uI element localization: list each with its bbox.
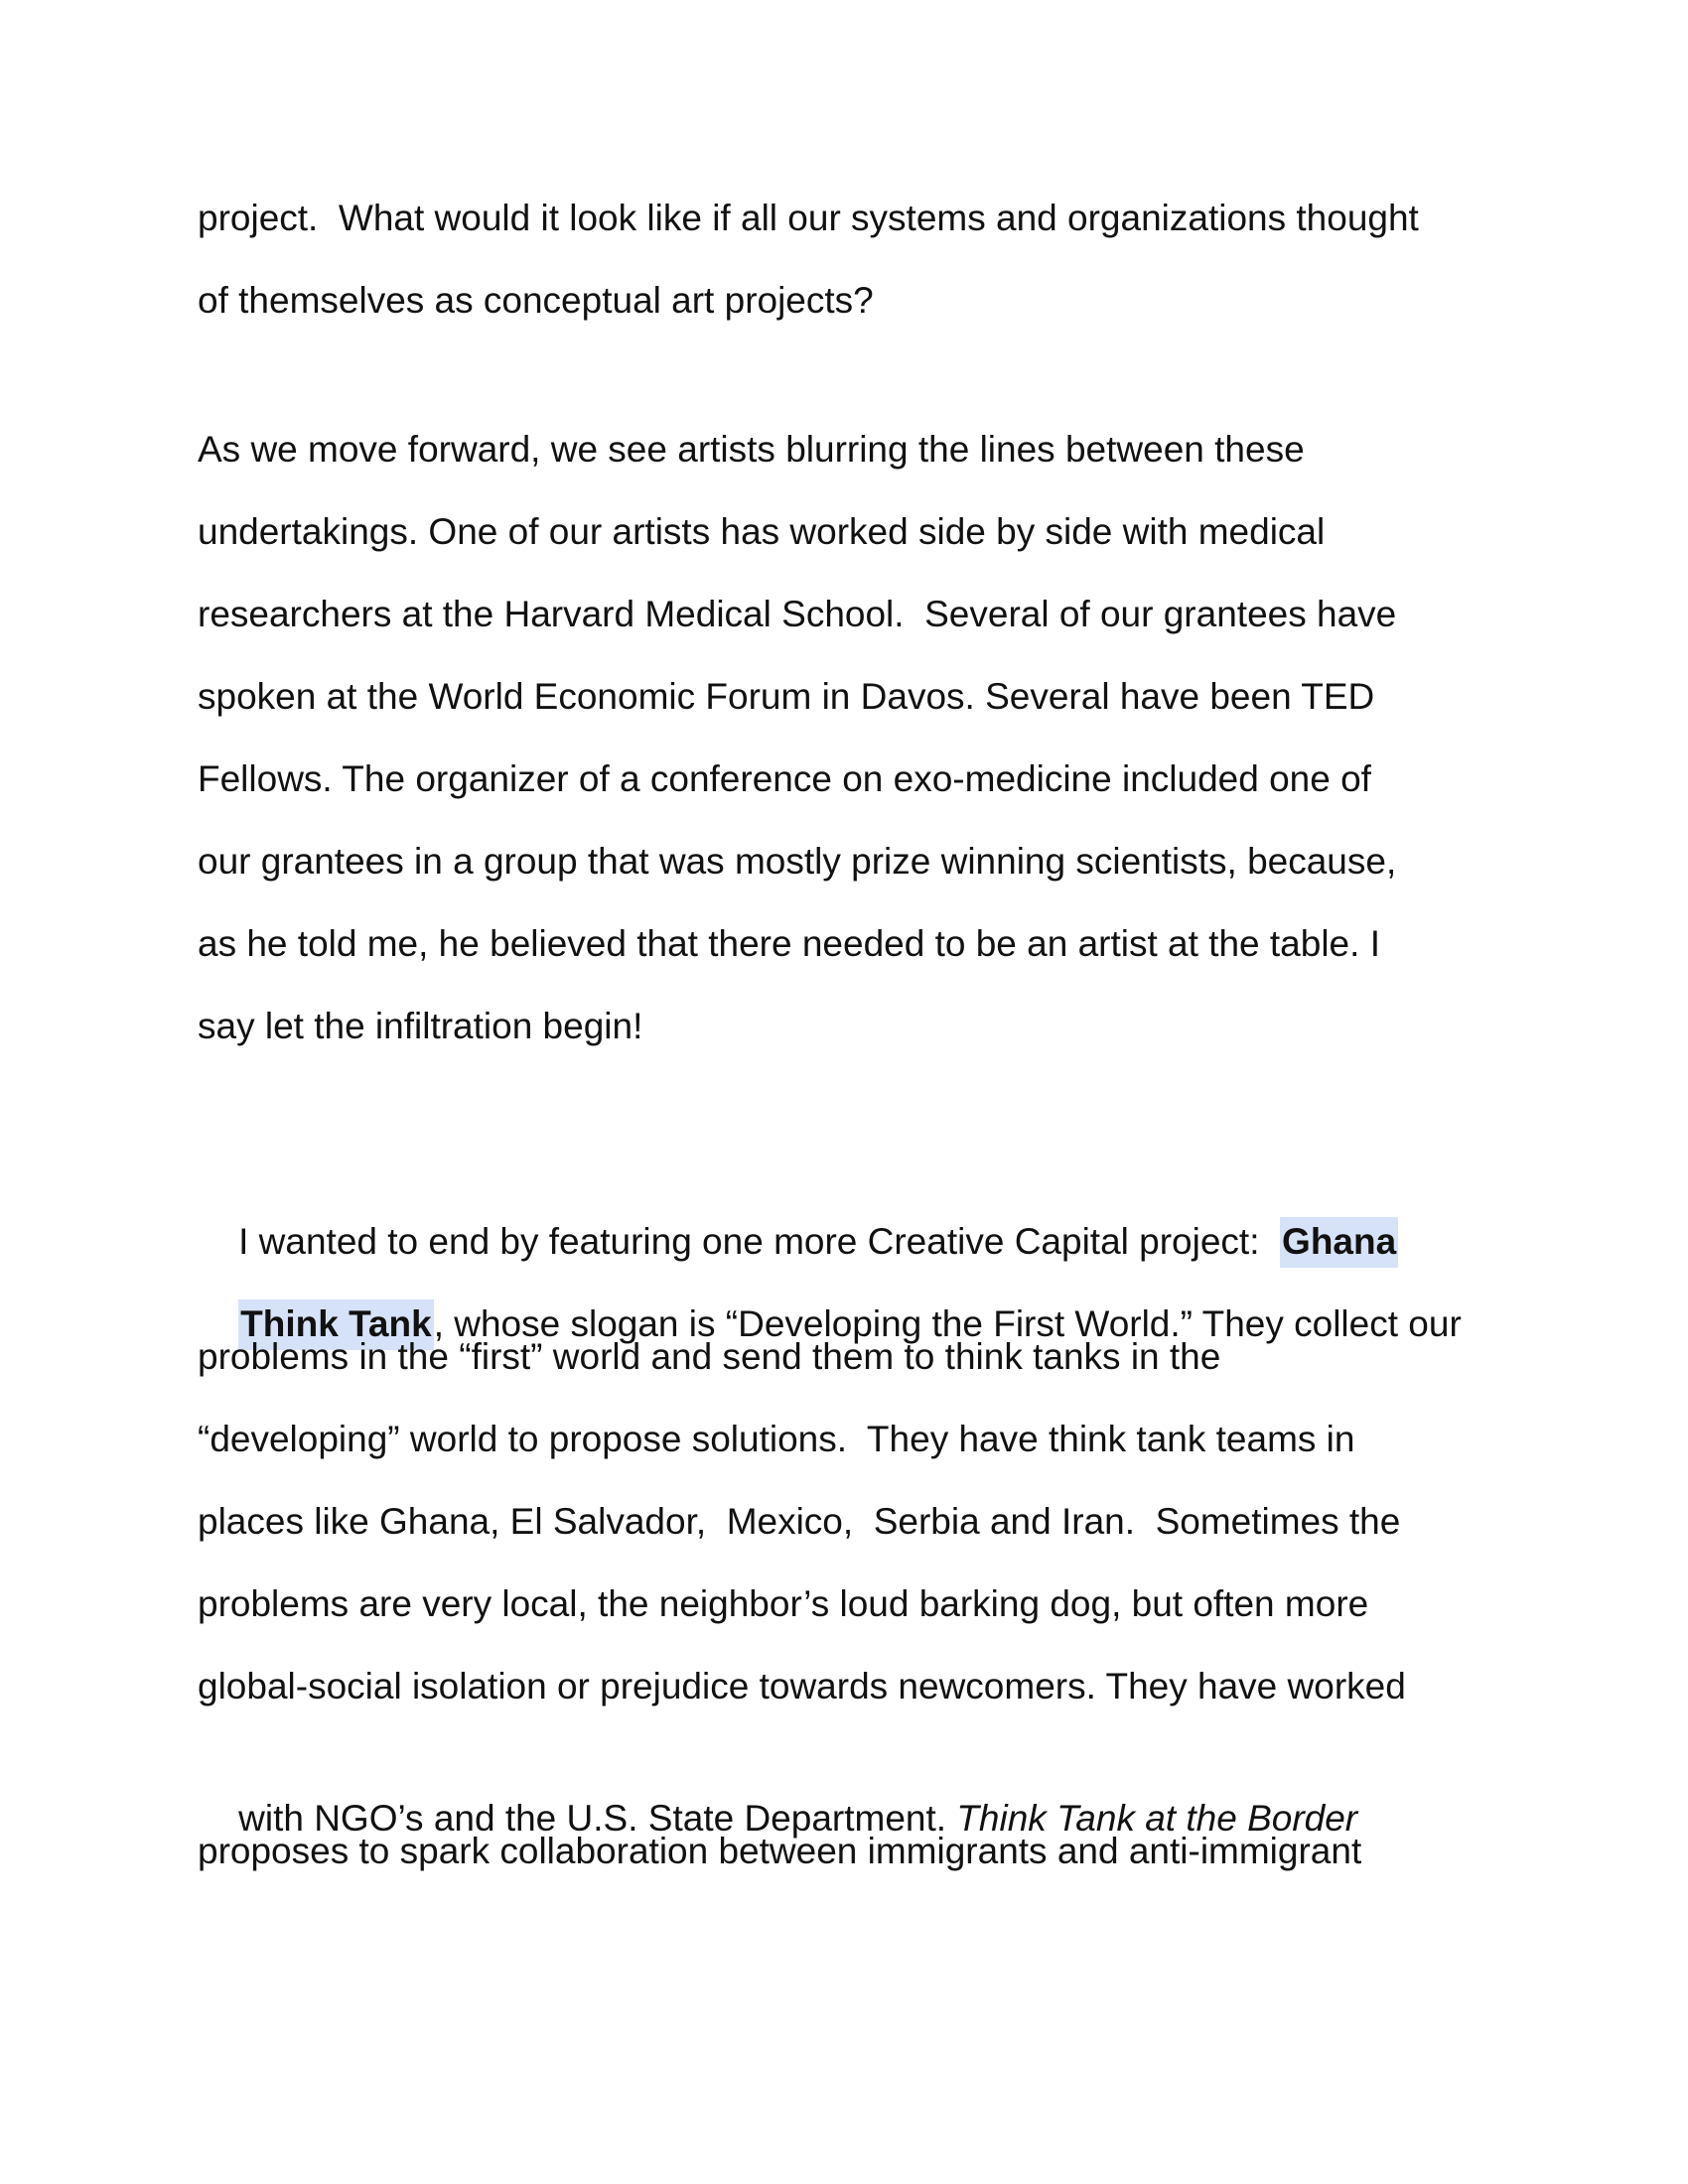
- highlighted-link[interactable]: Think Tank: [238, 1299, 434, 1350]
- text-line: spoken at the World Economic Forum in Davos. Several have been TED: [198, 676, 1375, 717]
- text-line: problems are very local, the neighbor’s loud barking dog, but often more: [198, 1583, 1369, 1624]
- text-line: our grantees in a group that was mostly prize winning scientists, because,: [198, 841, 1397, 882]
- italic-title: Think Tank at the Border: [956, 1798, 1358, 1839]
- text-line: researchers at the Harvard Medical School. Several of our grantees have: [198, 594, 1397, 634]
- text-line: As we move forward, we see artists blurring the lines between these: [198, 429, 1305, 470]
- text-segment: , whose slogan is “Developing the First World.” They collect our: [433, 1303, 1462, 1344]
- text-line: proposes to spark collaboration between immigrants and anti-immigrant: [198, 1831, 1362, 1871]
- text-line: project. What would it look like if all our systems and organizations thought: [198, 198, 1419, 238]
- text-line: problems in the “first” world and send them to think tanks in the: [198, 1336, 1221, 1377]
- text-line: as he told me, he believed that there needed to be an artist at the table. I: [198, 923, 1380, 964]
- text-line: of themselves as conceptual art projects?: [198, 280, 874, 321]
- text-line: undertakings. One of our artists has worked side by side with medical: [198, 511, 1326, 552]
- text-line: Fellows. The organizer of a conference on exo-medicine included one of: [198, 758, 1371, 799]
- text-segment: with NGO’s and the U.S. State Department.: [238, 1798, 957, 1839]
- text-line: places like Ghana, El Salvador, Mexico, Serbia and Iran. Sometimes the: [198, 1501, 1401, 1542]
- highlighted-link[interactable]: Ghana: [1280, 1217, 1398, 1268]
- text-line: say let the infiltration begin!: [198, 1006, 643, 1046]
- text-line: global-social isolation or prejudice towards newcomers. They have worked: [198, 1666, 1406, 1706]
- text-line: “developing” world to propose solutions. They have think tank teams in: [198, 1419, 1355, 1459]
- text-segment: I wanted to end by featuring one more Creative Capital project:: [238, 1221, 1281, 1262]
